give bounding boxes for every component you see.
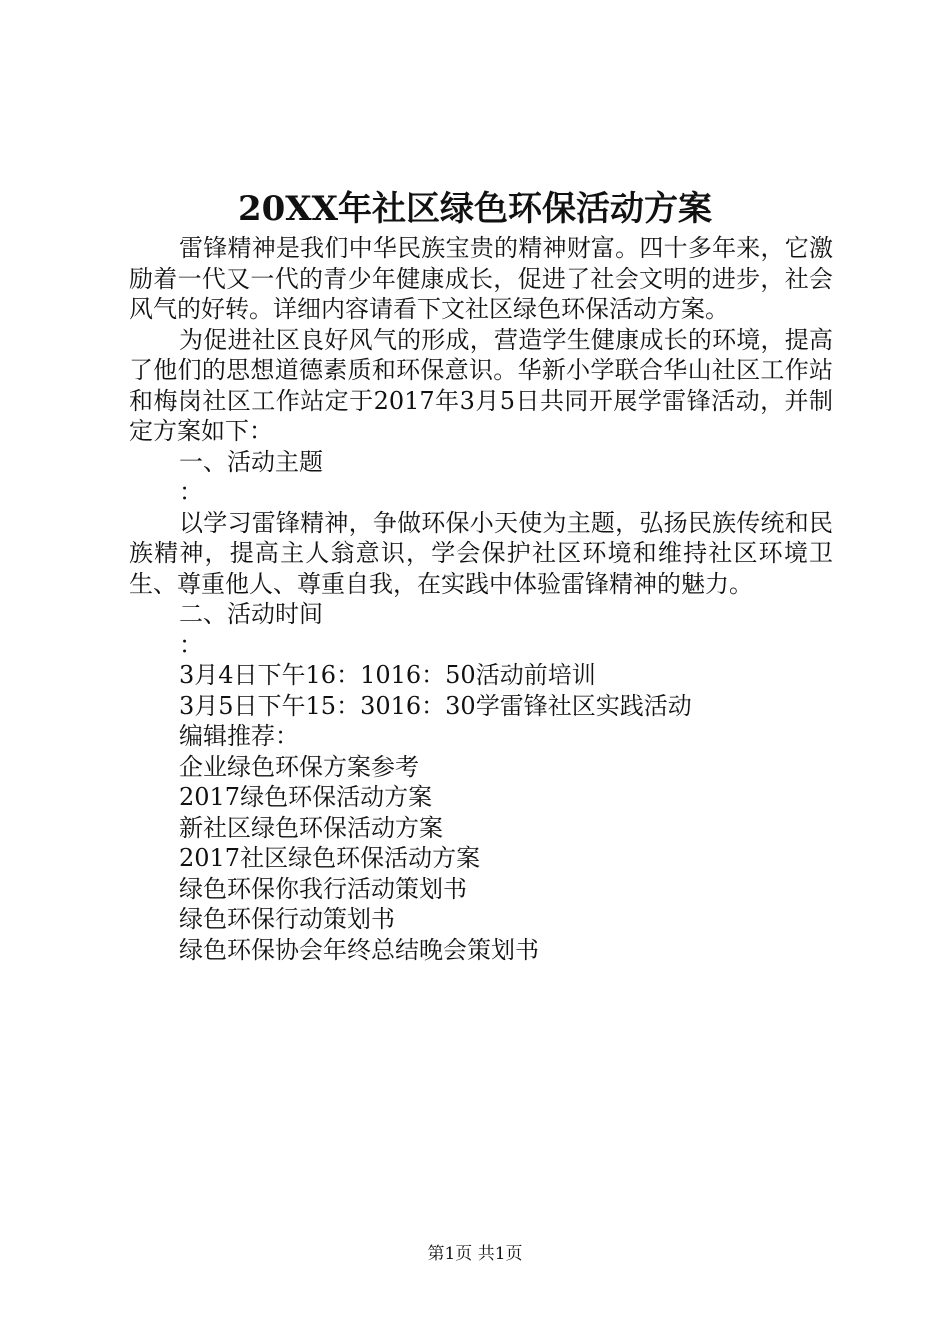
section-colon: ： [179,478,203,506]
recommend-link[interactable]: 绿色环保行动策划书 [179,905,395,933]
recommend-heading: 编辑推荐： [179,722,299,750]
section-heading-time: 二、活动时间 [179,600,323,628]
schedule-item: 3月5日下午15：3016：30学雷锋社区实践活动 [179,691,692,720]
intro-paragraph: 雷锋精神是我们中华民族宝贵的精神财富。四十多年来，它激励着一代又一代的青少年健康成长，促进了社会文明的进步，社会风气的好转。详细内容请看下文社区绿色环保活动方案。 [129,234,833,323]
recommend-link[interactable]: 企业绿色环保方案参考 [179,752,419,781]
document-title: 20XX年社区绿色环保活动方案 [237,189,713,229]
recommend-link[interactable]: 绿色环保协会年终总结晚会策划书 [179,935,539,964]
recommend-link[interactable]: 2017绿色环保活动方案 [179,783,433,811]
page-number-footer: 第1页 共1页 [427,1244,523,1264]
schedule-item: 3月4日下午16：1016：50活动前培训 [179,661,596,689]
recommend-link[interactable]: 绿色环保你我行活动策划书 [179,874,467,903]
document-body [129,233,833,965]
section-heading-theme: 一、活动主题 [179,447,323,476]
theme-paragraph: 以学习雷锋精神，争做环保小天使为主题，弘扬民族传统和民族精神，提高主人翁意识，学会保护社区环境和维持社区环境卫生、尊重他人、尊重自我，在实践中体验雷锋精神的魅力。 [129,508,833,598]
recommend-link[interactable]: 2017社区绿色环保活动方案 [179,844,481,872]
recommend-link[interactable]: 新社区绿色环保活动方案 [179,813,443,842]
section-colon: ： [179,630,203,659]
purpose-paragraph: 为促进社区良好风气的形成，营造学生健康成长的环境，提高了他们的思想道德素质和环保意识。华新小学联合华山社区工作站和梅岗社区工作站定于2017年3月5日共同开展学雷锋活动，并制定方案如下： [129,325,833,445]
